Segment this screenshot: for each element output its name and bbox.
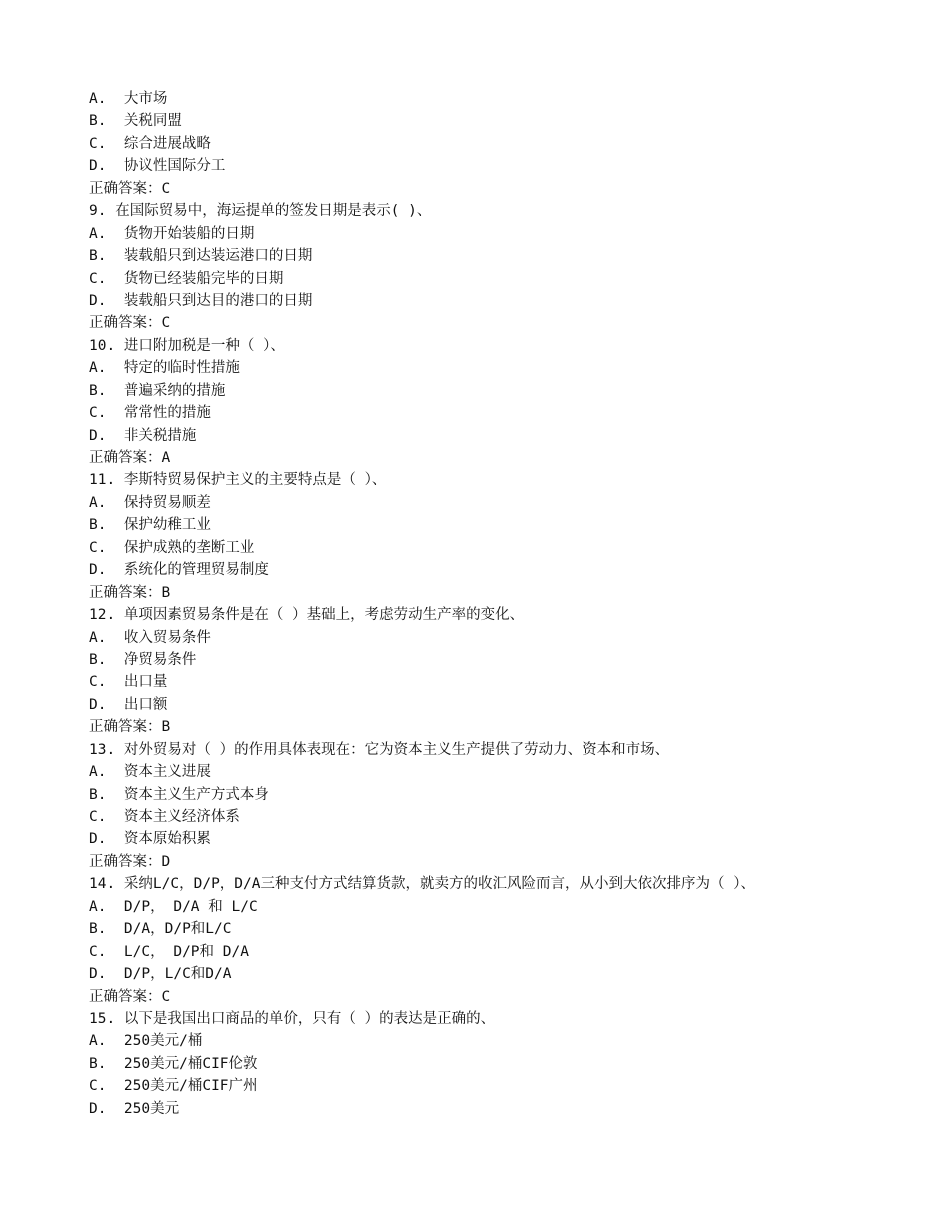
option-line: A. 货物开始装船的日期 (89, 225, 255, 242)
option-line: C. L/C， D/P和 D/A (89, 943, 249, 960)
question-line: 12. 单项因素贸易条件是在（ ）基础上，考虑劳动生产率的变化、 (89, 607, 525, 624)
question-line: 13. 对外贸易对（ ）的作用具体表现在：它为资本主义生产提供了劳动力、资本和市场、 (89, 741, 670, 758)
question-line: 9. 在国际贸易中，海运提单的签发日期是表示( )、 (89, 203, 432, 220)
option-line: C. 综合进展战略 (89, 135, 211, 152)
option-line: D. D/P，L/C和D/A (89, 966, 232, 983)
document-page (89, 88, 929, 1120)
option-line: D. 250美元 (89, 1100, 180, 1117)
option-line: D. 非关税措施 (89, 427, 197, 444)
option-line: A. 250美元/桶 (89, 1033, 203, 1050)
option-line: A. 特定的临时性措施 (89, 360, 240, 377)
option-line: B. 资本主义生产方式本身 (89, 786, 269, 803)
answer-line: 正确答案：A (89, 450, 171, 466)
option-line: D. 出口额 (89, 696, 168, 713)
question-line: 11. 李斯特贸易保护主义的主要特点是（ ）、 (89, 472, 387, 489)
answer-line: 正确答案：B (89, 719, 171, 736)
option-line: C. 货物已经装船完毕的日期 (89, 270, 284, 287)
option-line: B. 250美元/桶CIF伦敦 (89, 1055, 258, 1072)
question-line: 10. 进口附加税是一种（ ）、 (89, 337, 285, 354)
option-line: B. D/A，D/P和L/C (89, 921, 232, 938)
option-line: D. 系统化的管理贸易制度 (89, 562, 269, 579)
option-line: B. 净贸易条件 (89, 651, 197, 668)
option-line: A. 资本主义进展 (89, 764, 211, 781)
option-line: C. 250美元/桶CIF广州 (89, 1078, 258, 1095)
option-line: A. 保持贸易顺差 (89, 494, 211, 511)
question-line: 14. 采纳L/C，D/P，D/A三种支付方式结算货款，就卖方的收汇风险而言，从小到大依次排序为（ ）、 (89, 876, 755, 893)
option-line: A. 大市场 (89, 91, 168, 107)
option-line: B. 普遍采纳的措施 (89, 382, 226, 399)
option-line: B. 关税同盟 (89, 113, 182, 130)
option-line: B. 保护幼稚工业 (89, 517, 211, 534)
option-line: A. D/P， D/A 和 L/C (89, 898, 258, 915)
option-line: C. 出口量 (89, 674, 168, 691)
question-line: 15. 以下是我国出口商品的单价，只有（ ）的表达是正确的、 (89, 1010, 496, 1027)
answer-line: 正确答案：C (89, 988, 171, 1005)
option-line: D. 协议性国际分工 (89, 158, 226, 175)
option-line: C. 资本主义经济体系 (89, 809, 240, 825)
answer-line: 正确答案：C (89, 180, 171, 197)
option-line: D. 装载船只到达目的港口的日期 (89, 292, 313, 309)
option-line: A. 收入贸易条件 (89, 629, 211, 646)
option-line: B. 装载船只到达装运港口的日期 (89, 248, 313, 265)
option-line: C. 常常性的措施 (89, 405, 211, 422)
option-line: D. 资本原始积累 (89, 831, 211, 848)
answer-line: 正确答案：B (89, 584, 171, 601)
answer-line: 正确答案：D (89, 853, 171, 870)
answer-line: 正确答案：C (89, 315, 171, 332)
option-line: C. 保护成熟的垄断工业 (89, 539, 255, 556)
